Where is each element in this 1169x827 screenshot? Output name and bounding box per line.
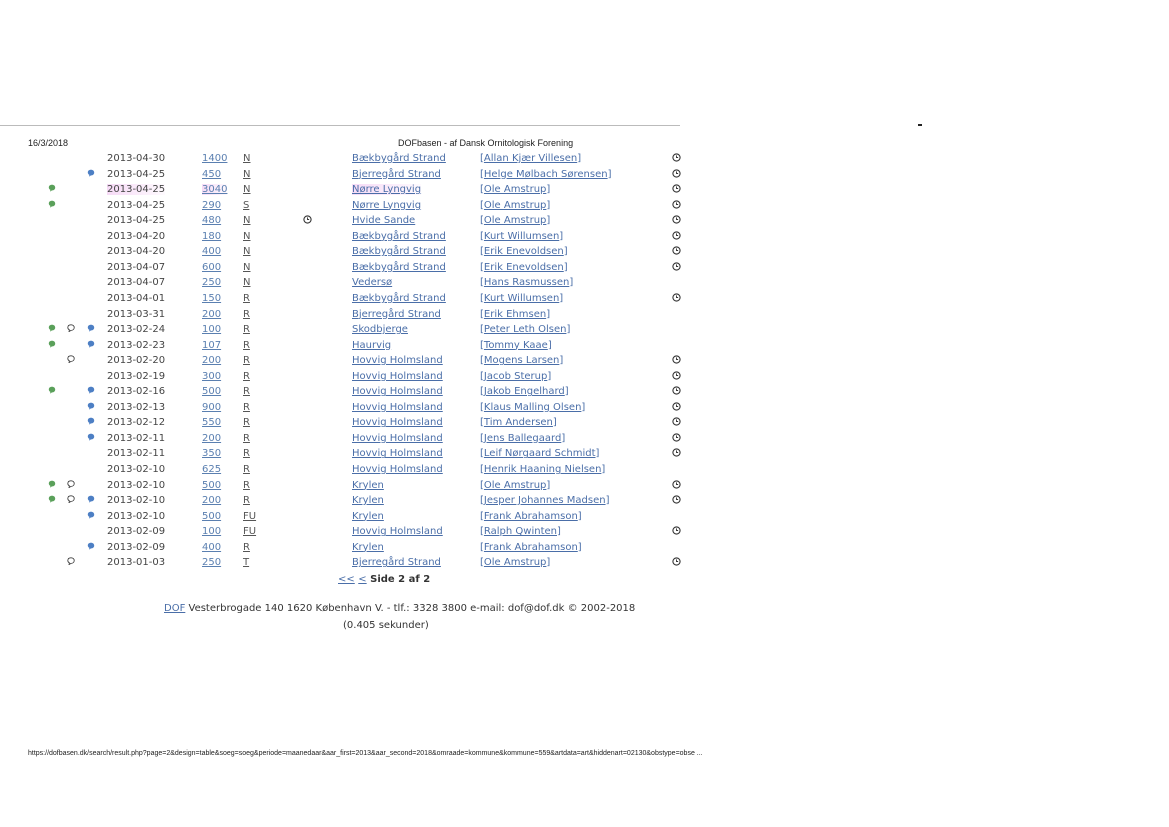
row-date: 2013-02-10 — [107, 464, 166, 475]
row-count-link[interactable]: 290 — [202, 199, 222, 211]
clock-icon[interactable] — [672, 386, 681, 395]
row-location-link[interactable]: Bækbygård Strand — [352, 292, 446, 304]
footer-text: Vesterbrogade 140 1620 København V. - tlf.: 3328 3800 e-mail: dof@dof.dk © 2002-2018 — [185, 603, 636, 614]
table-row — [0, 432, 690, 448]
row-date: 2013-04-25 — [107, 199, 166, 211]
observer-link[interactable]: Ole Amstrup — [483, 215, 547, 227]
row-count-link[interactable]: 250 — [202, 277, 222, 289]
row-code-link[interactable]: N — [243, 184, 251, 196]
row-observer: [Ole Amstrup] — [480, 557, 551, 569]
row-observer: [Ole Amstrup] — [480, 479, 551, 491]
row-location-link[interactable]: Vedersø — [352, 277, 393, 289]
table-row — [0, 401, 690, 417]
row-count-link[interactable]: 500 — [202, 479, 222, 491]
table-row — [0, 370, 690, 386]
row-date: 2013-04-25 — [107, 215, 166, 227]
row-observer: [Klaus Malling Olsen] — [480, 401, 586, 413]
observer-link[interactable]: Leif Nørgaard Schmidt — [483, 448, 596, 460]
clock-icon[interactable] — [672, 402, 681, 411]
clock-icon[interactable] — [672, 355, 681, 364]
row-location-link[interactable]: Krylen — [352, 510, 384, 522]
row-code-link[interactable]: R — [243, 432, 250, 444]
row-observer: [Frank Abrahamson] — [480, 541, 582, 553]
row-observer: [Tim Andersen] — [480, 417, 557, 429]
row-code-link[interactable]: S — [243, 199, 250, 211]
table-row — [0, 276, 690, 292]
timing-text: (0.405 sekunder) — [343, 620, 429, 631]
table-row — [0, 525, 690, 541]
pager — [338, 574, 430, 585]
table-row — [0, 292, 690, 308]
table-row — [0, 230, 690, 246]
observer-link[interactable]: Helge Mølbach Sørensen — [483, 168, 608, 180]
row-count-link[interactable]: 100 — [202, 324, 222, 336]
print-date: 16/3/2018 — [28, 138, 69, 148]
row-location-link[interactable]: Bjerregård Strand — [352, 557, 441, 569]
page-title: DOFbasen - af Dansk Ornitologisk Forening — [398, 138, 574, 148]
observer-link[interactable]: Tim Andersen — [483, 417, 553, 429]
row-location-link[interactable]: Hovvig Holmsland — [352, 417, 443, 429]
comment-green-icon[interactable] — [48, 340, 56, 348]
row-date: 2013-02-11 — [107, 448, 166, 460]
observer-link[interactable]: Frank Abrahamson — [483, 541, 578, 553]
row-observer: [Kurt Willumsen] — [480, 292, 564, 304]
row-count-link[interactable]: 200 — [202, 308, 222, 320]
row-date: 2013-02-20 — [107, 355, 166, 367]
row-observer: [Ole Amstrup] — [480, 184, 551, 196]
row-code-link[interactable]: R — [243, 401, 250, 413]
observer-link[interactable]: Jakob Engelhard — [483, 386, 565, 398]
clock-icon[interactable] — [672, 526, 681, 535]
row-code-link[interactable]: R — [243, 370, 250, 382]
row-location-link[interactable]: Hovvig Holmsland — [352, 386, 443, 398]
comment-blue-icon[interactable] — [87, 169, 95, 177]
row-date: 2013-02-12 — [107, 417, 166, 429]
observer-link[interactable]: Erik Ehmsen — [483, 308, 547, 320]
row-code-link[interactable]: N — [243, 261, 251, 273]
row-observer: [Frank Abrahamson] — [480, 510, 582, 522]
comment-green-icon[interactable] — [48, 495, 56, 503]
comment-blue-icon[interactable] — [87, 417, 95, 425]
row-observer: [Jacob Sterup] — [480, 370, 552, 382]
table-row — [0, 152, 690, 168]
row-observer: [Ralph Qwinten] — [480, 526, 561, 538]
comment-blue-icon[interactable] — [87, 386, 95, 394]
row-count-link[interactable]: 200 — [202, 355, 222, 367]
pager-label: Side 2 af 2 — [370, 574, 431, 585]
row-code-link[interactable]: R — [243, 448, 250, 460]
observer-link[interactable]: Jacob Sterup — [483, 370, 548, 382]
row-code-link[interactable]: R — [243, 308, 250, 320]
comment-outline-icon[interactable] — [67, 557, 75, 565]
row-count-link[interactable]: 3040 — [202, 184, 228, 196]
row-observer: [Leif Nørgaard Schmidt] — [480, 448, 600, 460]
table-row — [0, 339, 690, 355]
clock-icon[interactable] — [672, 184, 681, 193]
row-count-link[interactable]: 250 — [202, 557, 222, 569]
observer-link[interactable]: Henrik Haaning Nielsen — [483, 464, 602, 475]
table-row — [0, 199, 690, 215]
clock-icon[interactable] — [672, 200, 681, 209]
clock-icon[interactable] — [672, 495, 681, 504]
observer-link[interactable]: Mogens Larsen — [483, 355, 560, 367]
row-count-link[interactable]: 350 — [202, 448, 222, 460]
clock-icon[interactable] — [672, 231, 681, 240]
row-location-link[interactable]: Hovvig Holmsland — [352, 464, 443, 475]
observer-link[interactable]: Ole Amstrup — [483, 184, 547, 196]
row-date: 2013-02-10 — [107, 495, 166, 507]
clock-icon[interactable] — [672, 433, 681, 442]
observer-link[interactable]: Erik Enevoldsen — [483, 261, 564, 273]
observer-link[interactable]: Kurt Willumsen — [483, 230, 560, 242]
top-divider — [0, 125, 680, 126]
clock-icon[interactable] — [672, 557, 681, 566]
row-count-link[interactable]: 500 — [202, 510, 222, 522]
clock-icon[interactable] — [672, 293, 681, 302]
row-code-link[interactable]: R — [243, 479, 250, 491]
table-row — [0, 463, 690, 479]
row-count-link[interactable]: 180 — [202, 230, 222, 242]
row-count-link[interactable]: 480 — [202, 215, 222, 227]
row-count-link[interactable]: 550 — [202, 417, 222, 429]
row-date: 2013-02-11 — [107, 432, 166, 444]
row-count-link[interactable]: 200 — [202, 432, 222, 444]
row-count-link[interactable]: 400 — [202, 246, 222, 258]
row-date: 2013-01-03 — [107, 557, 166, 569]
row-location-link[interactable]: Hovvig Holmsland — [352, 370, 443, 382]
observer-link[interactable]: Tommy Kaae — [483, 339, 548, 351]
row-date: 2013-02-09 — [107, 526, 166, 538]
row-date: 2013-04-07 — [107, 277, 166, 289]
clock-icon[interactable] — [672, 215, 681, 224]
row-code-link[interactable]: FU — [243, 526, 257, 538]
observer-link[interactable]: Hans Rasmussen — [483, 277, 570, 289]
row-location-link[interactable]: Nørre Lyngvig — [352, 184, 422, 196]
row-date: 2013-04-25 — [107, 168, 166, 180]
row-date: 2013-04-07 — [107, 261, 166, 273]
row-date: 2013-02-09 — [107, 541, 166, 553]
row-code-link[interactable]: N — [243, 168, 251, 180]
row-observer: [Hans Rasmussen] — [480, 277, 574, 289]
clock-icon[interactable] — [672, 371, 681, 380]
row-date: 2013-02-23 — [107, 339, 166, 351]
row-observer: [Jesper Johannes Madsen] — [480, 495, 610, 507]
row-code-link[interactable]: T — [243, 557, 250, 569]
row-observer: [Erik Ehmsen] — [480, 308, 551, 320]
row-code-link[interactable]: R — [243, 464, 250, 475]
clock-icon[interactable] — [672, 246, 681, 255]
row-code-link[interactable]: N — [243, 230, 251, 242]
row-observer: [Helge Mølbach Sørensen] — [480, 168, 612, 180]
observer-link[interactable]: Ralph Qwinten — [483, 526, 557, 538]
table-row — [0, 214, 690, 230]
clock-icon[interactable] — [672, 480, 681, 489]
row-location-link[interactable]: Hvide Sande — [352, 215, 416, 227]
dof-link[interactable]: DOF — [164, 603, 186, 614]
row-date: 2013-02-13 — [107, 401, 166, 413]
row-location-link[interactable]: Krylen — [352, 495, 384, 507]
comment-outline-icon[interactable] — [67, 480, 75, 488]
row-location-link[interactable]: Skodbjerge — [352, 324, 408, 336]
row-observer: [Ole Amstrup] — [480, 199, 551, 211]
row-observer: [Kurt Willumsen] — [480, 230, 564, 242]
row-location-link[interactable]: Bækbygård Strand — [352, 261, 446, 273]
row-location-link[interactable]: Hovvig Holmsland — [352, 355, 443, 367]
clock-icon[interactable] — [672, 153, 681, 162]
comment-outline-icon[interactable] — [67, 324, 75, 332]
observer-link[interactable]: Ole Amstrup — [483, 479, 547, 491]
clock-icon[interactable] — [672, 417, 681, 426]
clock-icon[interactable] — [672, 262, 681, 271]
row-code-link[interactable]: N — [243, 246, 251, 258]
row-observer: [Allan Kjær Villesen] — [480, 153, 582, 164]
row-location-link[interactable]: Bækbygård Strand — [352, 246, 446, 258]
page-url: https://dofbasen.dk/search/result.php?page=2&design=table&soeg=soeg&periode=maanedaar&aar_first=2013&aar_second=2018&omraade=kommune&kommune=559&artdata=art&hiddenart=02130&obstype=obse ... — [28, 750, 703, 757]
row-location-link[interactable]: Krylen — [352, 541, 384, 553]
row-observer: [Mogens Larsen] — [480, 355, 564, 367]
clock-icon[interactable] — [672, 169, 681, 178]
table-row — [0, 479, 690, 495]
row-location-link[interactable]: Bækbygård Strand — [352, 230, 446, 242]
row-location-link[interactable]: Hovvig Holmsland — [352, 401, 443, 413]
observer-link[interactable]: Kurt Willumsen — [483, 292, 560, 304]
row-location-link[interactable]: Hovvig Holmsland — [352, 448, 443, 460]
row-date: 2013-04-01 — [107, 292, 166, 304]
row-code-link[interactable]: N — [243, 277, 251, 289]
table-row — [0, 510, 690, 526]
observer-link[interactable]: Jesper Johannes Madsen — [483, 495, 606, 507]
observer-link[interactable]: Frank Abrahamson — [483, 510, 578, 522]
comment-blue-icon[interactable] — [87, 542, 95, 550]
row-code-link[interactable]: R — [243, 355, 250, 367]
comment-green-icon[interactable] — [48, 184, 56, 192]
observer-link[interactable]: Peter Leth Olsen — [483, 324, 567, 336]
table-row — [0, 385, 690, 401]
row-count-link[interactable]: 450 — [202, 168, 222, 180]
comment-blue-icon[interactable] — [87, 433, 95, 441]
observer-link[interactable]: Ole Amstrup — [483, 199, 547, 211]
row-location-link[interactable]: Hovvig Holmsland — [352, 432, 443, 444]
comment-blue-icon[interactable] — [87, 340, 95, 348]
table-row — [0, 556, 690, 572]
row-date: 2013-02-24 — [107, 324, 166, 336]
row-code-link[interactable]: R — [243, 324, 250, 336]
table-row — [0, 168, 690, 184]
row-date: 2013-02-19 — [107, 370, 166, 382]
row-code-link[interactable]: R — [243, 386, 250, 398]
table-row — [0, 308, 690, 324]
table-row — [0, 323, 690, 339]
row-date: 2013-04-20 — [107, 246, 166, 258]
row-code-link[interactable]: R — [243, 292, 250, 304]
row-count-link[interactable]: 900 — [202, 401, 222, 413]
row-location-link[interactable]: Bjerregård Strand — [352, 308, 441, 320]
comment-blue-icon[interactable] — [87, 495, 95, 503]
table-row — [0, 354, 690, 370]
row-location-link[interactable]: Bjerregård Strand — [352, 168, 441, 180]
footer — [164, 603, 635, 614]
comment-green-icon[interactable] — [48, 200, 56, 208]
row-count-link[interactable]: 625 — [202, 464, 222, 475]
clock-icon[interactable] — [303, 215, 312, 224]
row-code-link[interactable]: R — [243, 495, 250, 507]
observer-link[interactable]: Erik Enevoldsen — [483, 246, 564, 258]
row-code-link[interactable]: N — [243, 153, 251, 164]
row-observer: [Jakob Engelhard] — [480, 386, 569, 398]
table-row — [0, 245, 690, 261]
row-date: 2013-02-10 — [107, 479, 166, 491]
row-observer: [Henrik Haaning Nielsen] — [480, 464, 606, 475]
row-date: 2013-04-20 — [107, 230, 166, 242]
row-count-link[interactable]: 107 — [202, 339, 222, 351]
comment-green-icon[interactable] — [48, 386, 56, 394]
observer-link[interactable]: Klaus Malling Olsen — [483, 401, 582, 413]
comment-green-icon[interactable] — [48, 324, 56, 332]
row-observer: [Ole Amstrup] — [480, 215, 551, 227]
row-count-link[interactable]: 1400 — [202, 153, 228, 164]
row-location-link[interactable]: Haurvig — [352, 339, 392, 351]
clock-icon[interactable] — [672, 448, 681, 457]
row-location-link[interactable]: Bækbygård Strand — [352, 153, 446, 164]
page-mark — [918, 124, 922, 126]
row-count-link[interactable]: 600 — [202, 261, 222, 273]
row-code-link[interactable]: R — [243, 541, 250, 553]
row-count-link[interactable]: 400 — [202, 541, 222, 553]
table-row — [0, 183, 690, 199]
row-observer: [Jens Ballegaard] — [480, 432, 566, 444]
row-code-link[interactable]: R — [243, 417, 250, 429]
row-location-link[interactable]: Nørre Lyngvig — [352, 199, 422, 211]
row-count-link[interactable]: 100 — [202, 526, 222, 538]
comment-blue-icon[interactable] — [87, 402, 95, 410]
table-row — [0, 261, 690, 277]
row-observer: [Erik Enevoldsen] — [480, 246, 568, 258]
table-row — [0, 416, 690, 432]
pager-prev-link[interactable]: < — [358, 574, 367, 585]
comment-blue-icon[interactable] — [87, 511, 95, 519]
row-code-link[interactable]: FU — [243, 510, 257, 522]
row-location-link[interactable]: Hovvig Holmsland — [352, 526, 443, 538]
row-count-link[interactable]: 200 — [202, 495, 222, 507]
row-date: 2013-04-25 — [107, 184, 166, 196]
row-observer: [Erik Enevoldsen] — [480, 261, 568, 273]
pager-first-link[interactable]: << — [338, 574, 355, 585]
table-row — [0, 541, 690, 557]
observer-link[interactable]: Jens Ballegaard — [483, 432, 562, 444]
comment-green-icon[interactable] — [48, 480, 56, 488]
table-row — [0, 494, 690, 510]
row-observer: [Peter Leth Olsen] — [480, 324, 571, 336]
row-date: 2013-02-10 — [107, 510, 166, 522]
observer-link[interactable]: Ole Amstrup — [483, 557, 547, 569]
row-date: 2013-04-30 — [107, 153, 166, 164]
observer-link[interactable]: Allan Kjær Villesen — [483, 153, 578, 164]
comment-blue-icon[interactable] — [87, 324, 95, 332]
row-code-link[interactable]: N — [243, 215, 251, 227]
row-count-link[interactable]: 500 — [202, 386, 222, 398]
comment-outline-icon[interactable] — [67, 495, 75, 503]
row-location-link[interactable]: Krylen — [352, 479, 384, 491]
row-code-link[interactable]: R — [243, 339, 250, 351]
comment-outline-icon[interactable] — [67, 355, 75, 363]
row-count-link[interactable]: 300 — [202, 370, 222, 382]
row-date: 2013-02-16 — [107, 386, 166, 398]
row-observer: [Tommy Kaae] — [480, 339, 552, 351]
row-count-link[interactable]: 150 — [202, 292, 222, 304]
table-row — [0, 447, 690, 463]
row-date: 2013-03-31 — [107, 308, 166, 320]
